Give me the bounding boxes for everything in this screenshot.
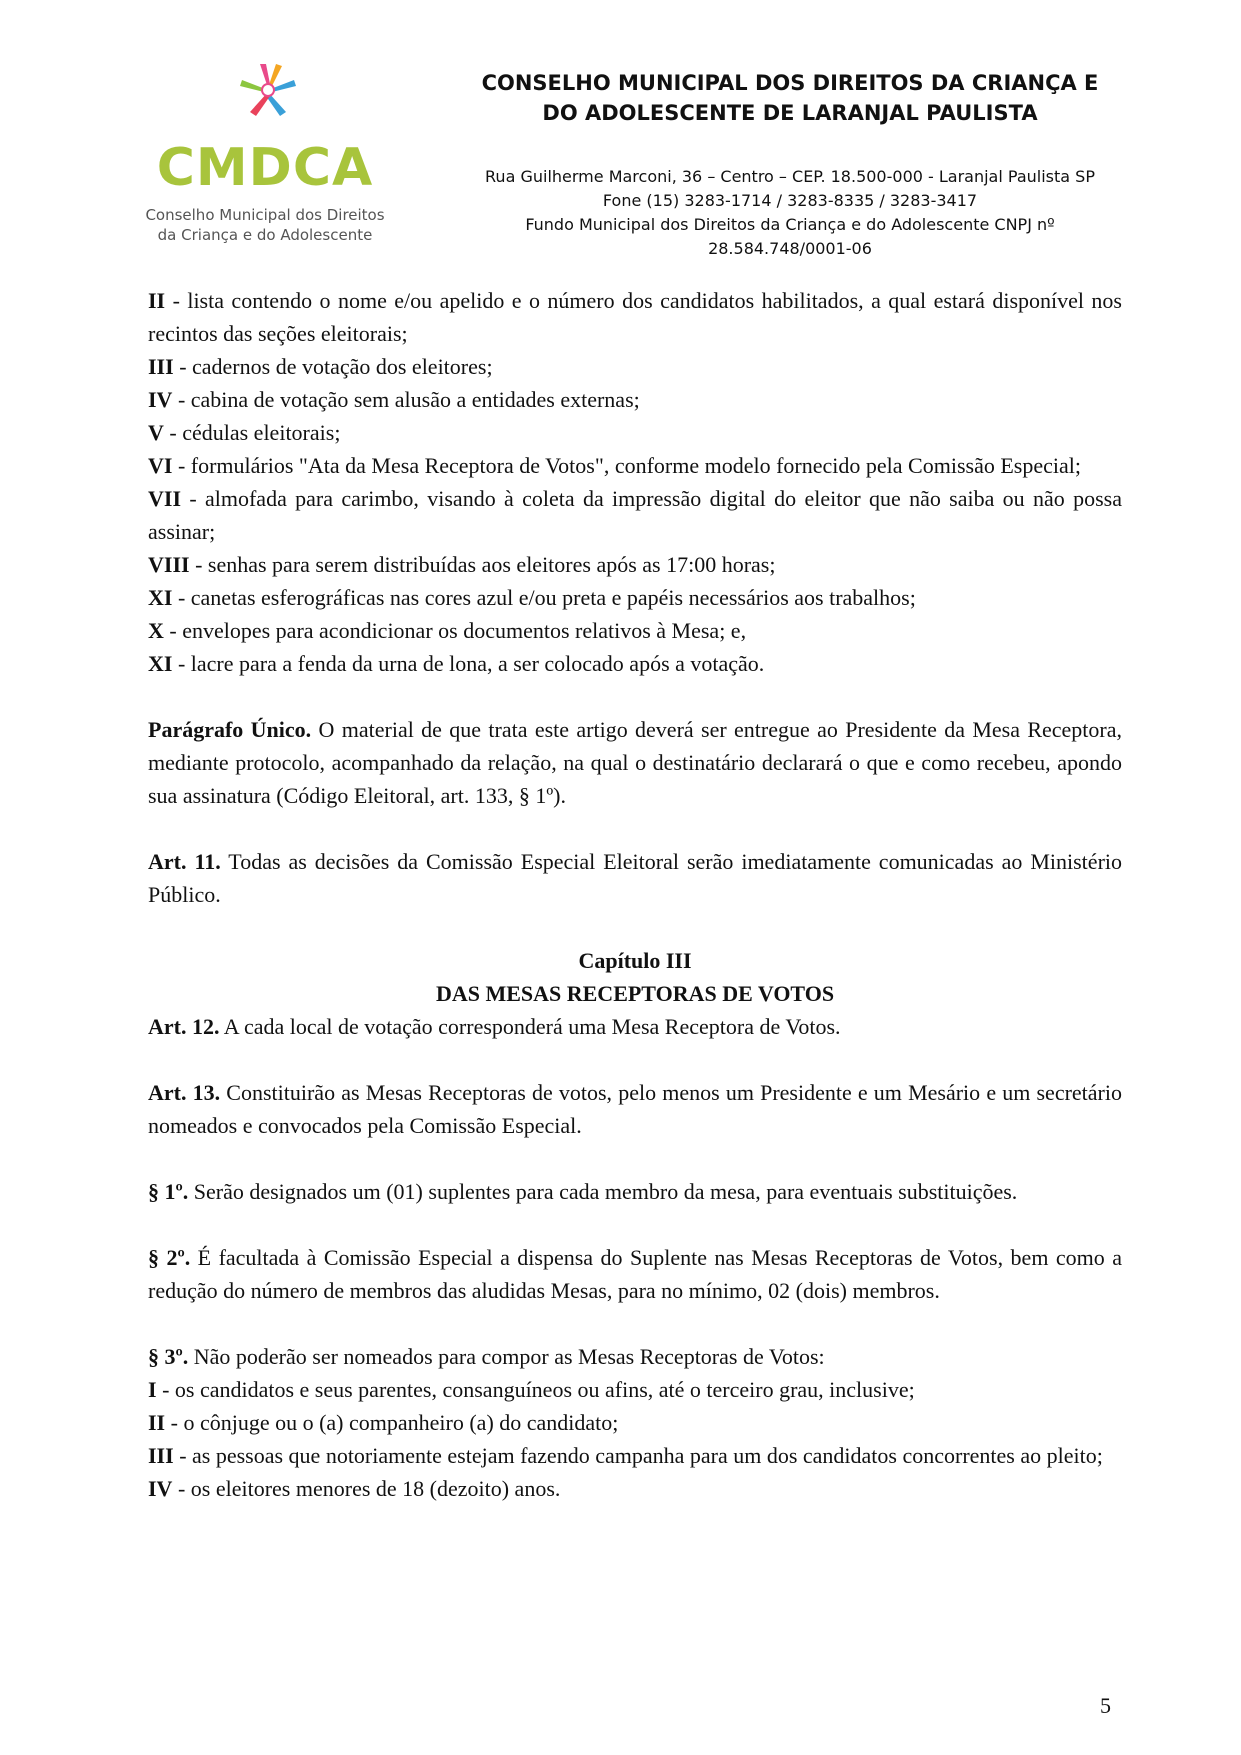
item-text: - cabina de votação sem alusão a entidades externas;	[172, 387, 640, 412]
paragraph-text: O material de que trata este artigo deverá ser entregue ao Presidente da Mesa Receptora, mediante protocolo, acompanhado da relação, na qual o destinatário declarará o que e como recebeu, apondo sua assinatura (Código Eleitoral, art. 133, § 1º).	[148, 717, 1122, 808]
item-number: I	[148, 1377, 157, 1402]
item-text: - cadernos de votação dos eleitores;	[173, 354, 493, 379]
item-number: VIII	[148, 552, 190, 577]
item-text: - o cônjuge ou o (a) companheiro (a) do candidato;	[165, 1410, 619, 1435]
page-number: 5	[1100, 1693, 1111, 1718]
paragraph-label: § 1º.	[148, 1179, 189, 1204]
address-line: Rua Guilherme Marconi, 36 – Centro – CEP. 18.500-000 - Laranjal Paulista SP	[485, 167, 1095, 186]
article-11	[148, 845, 1122, 911]
item-text: - os candidatos e seus parentes, consanguíneos ou afins, até o terceiro grau, inclusive;	[156, 1377, 915, 1402]
chapter-title	[148, 944, 1122, 977]
document-header	[0, 0, 1241, 280]
document-body	[148, 284, 1122, 1505]
item-number: IV	[148, 387, 173, 412]
paragraph-label: § 2º.	[148, 1245, 191, 1270]
item-number: XI	[148, 651, 173, 676]
paragraph-label: Parágrafo Único.	[148, 717, 312, 742]
item-number: III	[148, 1443, 174, 1468]
item-text: - formulários "Ata da Mesa Receptora de Votos", conforme modelo fornecido pela Comissão Especial;	[172, 453, 1081, 478]
item-text: - canetas esferográficas nas cores azul e/ou preta e papéis necessários aos trabalhos;	[172, 585, 916, 610]
list-item	[148, 482, 1122, 548]
list-item	[148, 548, 1122, 581]
item-number: IV	[148, 1476, 173, 1501]
paragraph-1	[148, 1175, 1122, 1208]
logo-subtitle-line-2: da Criança e do Adolescente	[157, 226, 373, 244]
article-label: Art. 11.	[148, 849, 221, 874]
item-number: III	[148, 354, 174, 379]
fund-line: Fundo Municipal dos Direitos da Criança e do Adolescente CNPJ nº	[525, 215, 1055, 234]
article-text: Todas as decisões da Comissão Especial Eleitoral serão imediatamente comunicadas ao Ministério Público.	[148, 849, 1123, 907]
list-item	[148, 1472, 1122, 1505]
item-number: XI	[148, 585, 173, 610]
article-label: Art. 12.	[148, 1014, 220, 1039]
item-text: - os eleitores menores de 18 (dezoito) anos.	[172, 1476, 561, 1501]
item-number: X	[148, 618, 164, 643]
item-number: II	[148, 1410, 166, 1435]
cmdca-logo	[130, 60, 400, 250]
cnpj-line: 28.584.748/0001-06	[708, 239, 872, 258]
chapter-title-text: Capítulo III	[578, 948, 692, 973]
list-item	[148, 614, 1122, 647]
item-text: - as pessoas que notoriamente estejam fazendo campanha para um dos candidatos concorrentes ao pleito;	[173, 1443, 1103, 1468]
list-item	[148, 416, 1122, 449]
item-text: - envelopes para acondicionar os documentos relativos à Mesa; e,	[163, 618, 747, 643]
article-text: A cada local de votação corresponderá uma Mesa Receptora de Votos.	[219, 1014, 841, 1039]
list-item	[148, 449, 1122, 482]
chapter-subtitle	[148, 977, 1122, 1010]
org-name-line-2: DO ADOLESCENTE DE LARANJAL PAULISTA	[542, 101, 1038, 125]
list-item	[148, 1439, 1122, 1472]
organization-address	[420, 165, 1160, 261]
org-name-line-1: CONSELHO MUNICIPAL DOS DIREITOS DA CRIANÇA E	[481, 71, 1099, 95]
item-number: VII	[148, 486, 182, 511]
list-item	[148, 284, 1122, 350]
organization-name	[420, 68, 1160, 128]
paragraph-3	[148, 1340, 1122, 1373]
paragraph-2	[148, 1241, 1122, 1307]
logo-wordmark: CMDCA	[156, 138, 374, 198]
item-text: - cédulas eleitorais;	[163, 420, 341, 445]
article-13	[148, 1076, 1122, 1142]
logo-subtitle	[130, 205, 400, 245]
list-item	[148, 383, 1122, 416]
list-item	[148, 350, 1122, 383]
item-number: II	[148, 288, 166, 313]
item-text: - lista contendo o nome e/ou apelido e o número dos candidatos habilitados, a qual estará disponível nos recintos das seções eleitorais;	[148, 288, 1122, 346]
list-item	[148, 647, 1122, 680]
paragraph-text: Não poderão ser nomeados para compor as Mesas Receptoras de Votos:	[188, 1344, 825, 1369]
article-text: Constituirão as Mesas Receptoras de votos, pelo menos um Presidente e um Mesário e um secretário nomeados e convocados pela Comissão Especial.	[148, 1080, 1122, 1138]
chapter-subtitle-text: DAS MESAS RECEPTORAS DE VOTOS	[435, 981, 835, 1006]
phone-line: Fone (15) 3283-1714 / 3283-8335 / 3283-3417	[602, 191, 978, 210]
list-item	[148, 581, 1122, 614]
item-text: - senhas para serem distribuídas aos eleitores após as 17:00 horas;	[189, 552, 776, 577]
article-12	[148, 1010, 1122, 1043]
item-text: - lacre para a fenda da urna de lona, a ser colocado após a votação.	[172, 651, 765, 676]
list-item	[148, 1406, 1122, 1439]
paragraph-label: § 3º.	[148, 1344, 189, 1369]
item-text: - almofada para carimbo, visando à coleta da impressão digital do eleitor que não saiba ou não possa assinar;	[148, 486, 1122, 544]
article-label: Art. 13.	[148, 1080, 221, 1105]
paragraph-text: É facultada à Comissão Especial a dispensa do Suplente nas Mesas Receptoras de Votos, bem como a redução do número de membros das aludidas Mesas, para no mínimo, 02 (dois) membros.	[148, 1245, 1122, 1303]
list-item	[148, 1373, 1122, 1406]
hands-emblem-icon	[238, 60, 298, 120]
item-number: V	[148, 420, 164, 445]
paragrafo-unico	[148, 713, 1122, 812]
logo-subtitle-line-1: Conselho Municipal dos Direitos	[145, 206, 385, 224]
paragraph-text: Serão designados um (01) suplentes para cada membro da mesa, para eventuais substituições.	[188, 1179, 1018, 1204]
item-number: VI	[148, 453, 173, 478]
